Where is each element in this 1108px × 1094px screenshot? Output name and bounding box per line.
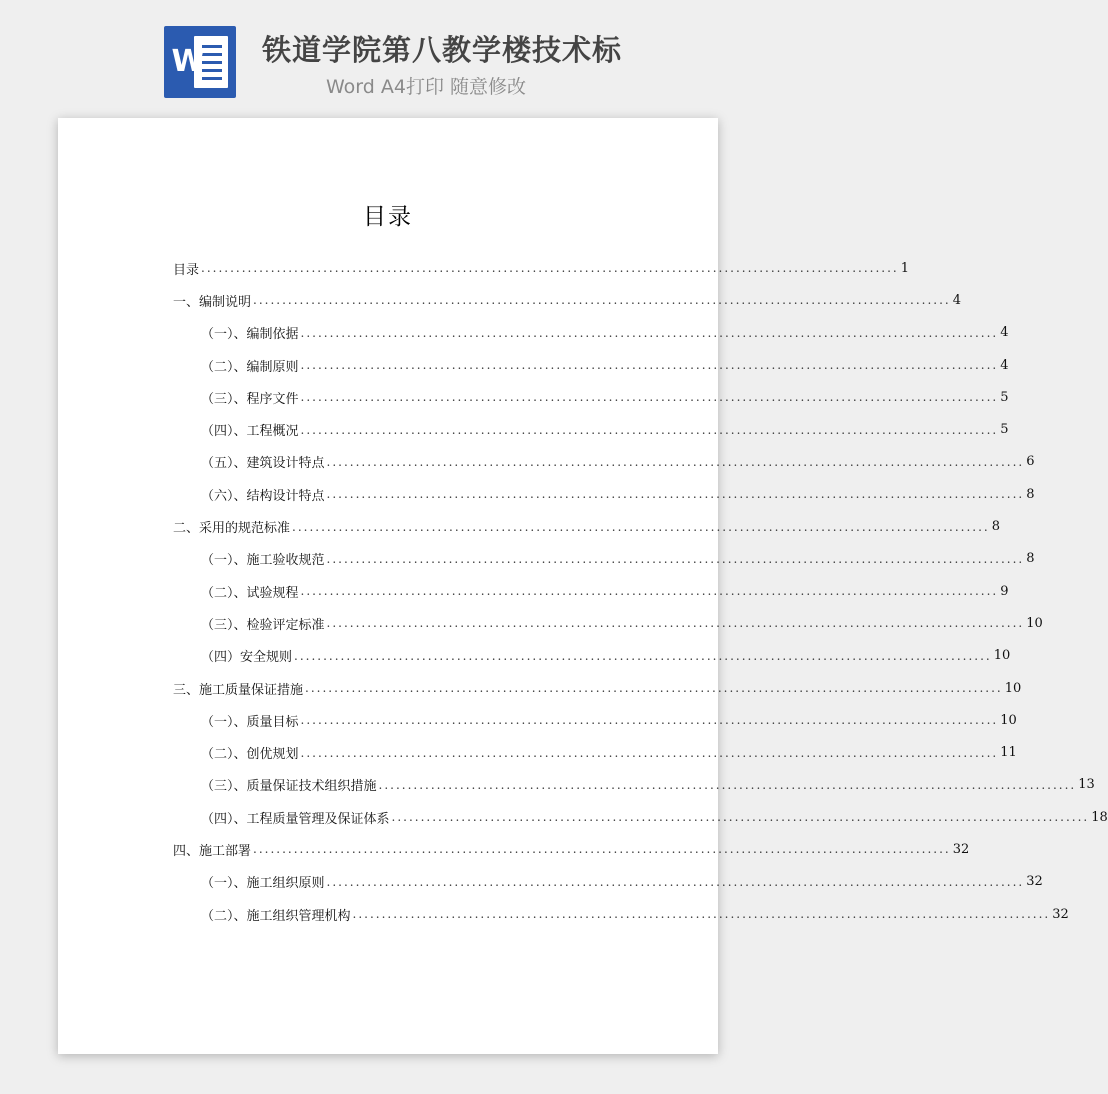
- toc-page-number: 32: [952, 841, 970, 857]
- toc-entry-title: （四）安全规则: [201, 650, 293, 666]
- word-icon: [164, 26, 236, 98]
- toc-leader-dots: ........................................................................................................................: [326, 487, 1025, 502]
- toc-entry-title: （六）、结构设计特点: [201, 488, 325, 504]
- table-of-contents: [173, 252, 1108, 930]
- toc-page-number: 32: [1026, 874, 1043, 890]
- toc-page-number: 8: [1026, 551, 1035, 567]
- toc-entry[interactable]: [173, 607, 1043, 639]
- toc-entry[interactable]: [173, 446, 1035, 478]
- toc-leader-dots: ........................................................................................................................: [391, 810, 1090, 825]
- banner-title: 铁道学院第八教学楼技术标: [262, 33, 623, 67]
- toc-leader-dots: ........................................................................................................................: [378, 777, 1077, 792]
- toc-entry-title: （二）、施工组织管理机构: [201, 908, 351, 924]
- toc-page-number: 18: [1091, 809, 1108, 825]
- toc-page-number: 5: [1000, 389, 1009, 405]
- toc-heading: 目录: [363, 204, 413, 230]
- toc-page-number: 10: [993, 648, 1011, 664]
- toc-entry-title: （二）、编制原则: [201, 359, 299, 375]
- toc-entry[interactable]: [173, 575, 1009, 607]
- toc-entry-title: 目录: [173, 262, 200, 278]
- toc-entry-title: （一）、施工组织原则: [201, 876, 325, 892]
- toc-entry-title: （二）、创优规划: [201, 747, 299, 763]
- toc-entry[interactable]: [173, 736, 1017, 768]
- toc-leader-dots: ........................................................................................................................: [300, 713, 999, 728]
- toc-entry[interactable]: [173, 284, 962, 316]
- banner-subtitle: Word A4打印 随意修改: [326, 76, 527, 98]
- toc-leader-dots: ........................................................................................................................: [326, 874, 1025, 889]
- toc-entry[interactable]: [173, 381, 1009, 413]
- toc-entry[interactable]: [173, 510, 1001, 542]
- toc-page-number: 9: [1000, 583, 1009, 599]
- toc-entry[interactable]: [173, 769, 1095, 801]
- toc-leader-dots: ........................................................................................................................: [305, 681, 1003, 695]
- toc-entry-title: （一）、质量目标: [201, 714, 299, 730]
- toc-entry[interactable]: [173, 866, 1043, 898]
- toc-leader-dots: ........................................................................................................................: [352, 907, 1051, 922]
- toc-entry-title: （一）、施工验收规范: [201, 553, 325, 569]
- toc-entry-title: 二、采用的规范标准: [173, 521, 291, 537]
- toc-page-number: 5: [1000, 422, 1009, 438]
- toc-leader-dots: ........................................................................................................................: [201, 261, 899, 276]
- toc-entry-title: 三、施工质量保证措施: [173, 682, 304, 698]
- toc-page-number: 4: [1000, 325, 1009, 341]
- toc-entry[interactable]: [173, 349, 1009, 381]
- toc-entry-title: （一）、编制依据: [201, 327, 299, 343]
- word-letter: W: [171, 44, 205, 79]
- toc-entry[interactable]: [173, 898, 1069, 930]
- toc-leader-dots: ........................................................................................................................: [253, 842, 951, 857]
- toc-leader-dots: ........................................................................................................................: [326, 616, 1025, 631]
- toc-leader-dots: ........................................................................................................................: [326, 454, 1025, 469]
- toc-leader-dots: ........................................................................................................................: [300, 358, 999, 373]
- toc-entry[interactable]: [173, 704, 1017, 736]
- toc-entry[interactable]: [173, 801, 1108, 833]
- toc-leader-dots: ........................................................................................................................: [300, 325, 999, 340]
- toc-entry-title: （三）、检验评定标准: [201, 617, 325, 633]
- toc-entry-title: （三）、质量保证技术组织措施: [201, 779, 377, 795]
- toc-entry-title: （四）、工程概况: [201, 424, 299, 440]
- toc-page-number: 6: [1026, 454, 1035, 470]
- toc-leader-dots: ........................................................................................................................: [294, 648, 992, 663]
- toc-page-number: 10: [1000, 712, 1017, 728]
- toc-entry-title: （二）、试验规程: [201, 585, 299, 601]
- toc-page-number: 8: [991, 519, 1001, 535]
- document-page: [58, 118, 1108, 1054]
- toc-page-number: 32: [1052, 906, 1069, 922]
- toc-leader-dots: ........................................................................................................................: [300, 422, 999, 437]
- toc-page-number: 11: [1000, 745, 1017, 761]
- toc-entry-title: （三）、程序文件: [201, 391, 299, 407]
- toc-page-number: 13: [1078, 777, 1095, 793]
- toc-entry[interactable]: [173, 478, 1035, 510]
- toc-entry-title: （四）、工程质量管理及保证体系: [201, 811, 390, 827]
- toc-leader-dots: ........................................................................................................................: [300, 745, 999, 760]
- toc-entry-title: 一、编制说明: [173, 294, 252, 310]
- toc-page-number: 8: [1026, 486, 1035, 502]
- toc-entry[interactable]: [173, 317, 1009, 349]
- toc-leader-dots: ........................................................................................................................: [300, 390, 999, 405]
- toc-entry[interactable]: [173, 672, 1022, 704]
- toc-entry[interactable]: [173, 543, 1035, 575]
- toc-entry[interactable]: [173, 640, 1011, 672]
- toc-entry[interactable]: [173, 413, 1009, 445]
- toc-leader-dots: ........................................................................................................................: [253, 293, 951, 308]
- toc-leader-dots: ........................................................................................................................: [300, 584, 999, 599]
- toc-page-number: 1: [900, 260, 910, 276]
- toc-page-number: 10: [1026, 615, 1043, 631]
- toc-page-number: 10: [1004, 680, 1022, 696]
- toc-page-number: 4: [1000, 357, 1009, 373]
- toc-entry[interactable]: [173, 252, 910, 284]
- toc-entry-title: （五）、建筑设计特点: [201, 456, 325, 472]
- toc-page-number: 4: [952, 292, 962, 308]
- banner: [0, 0, 774, 110]
- toc-entry-title: 四、施工部署: [173, 843, 252, 859]
- toc-leader-dots: ........................................................................................................................: [326, 551, 1025, 566]
- toc-entry[interactable]: [173, 833, 970, 865]
- toc-leader-dots: ........................................................................................................................: [292, 519, 990, 534]
